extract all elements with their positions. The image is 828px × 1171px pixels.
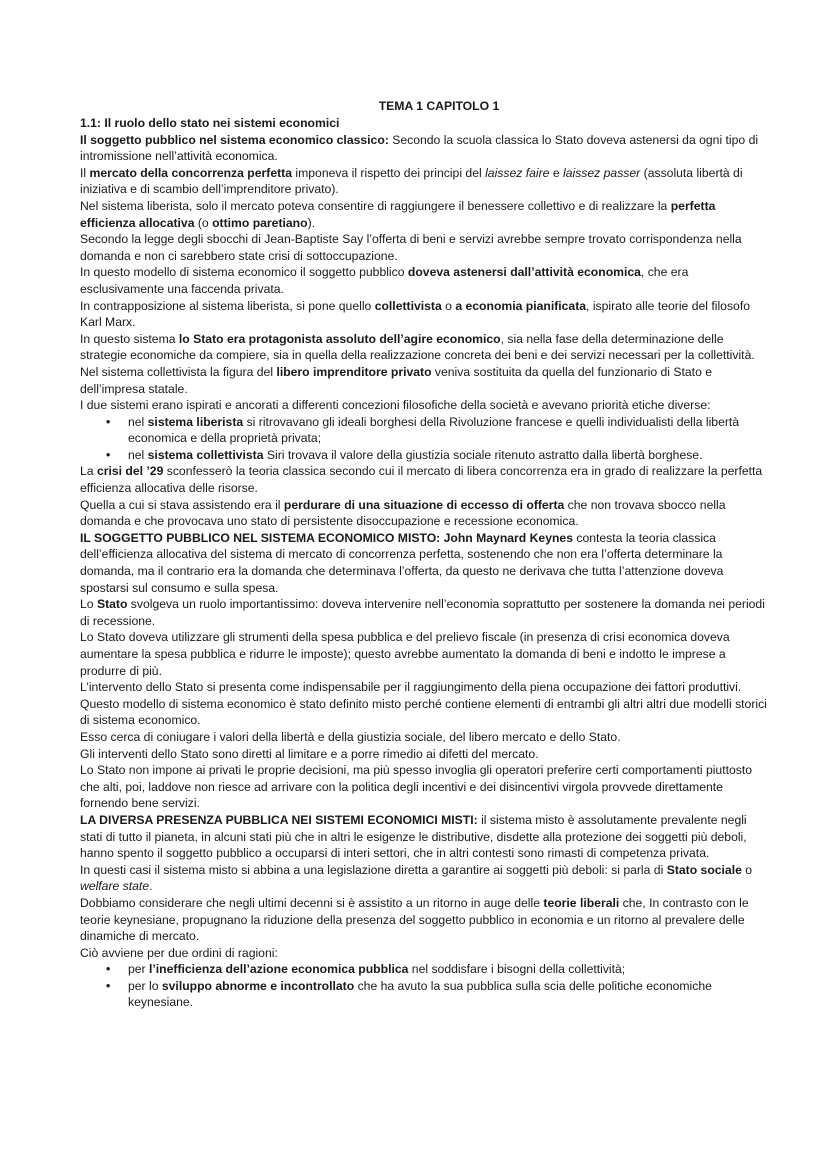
text-run: In questi casi il sistema misto si abbina a una legislazione diretta a garantire ai soggetti più deboli: si parla di [80, 862, 667, 877]
paragraph [80, 331, 768, 364]
bold-text: Stato sociale [666, 862, 742, 877]
text-run: Lo [80, 597, 97, 612]
paragraph [80, 397, 768, 414]
text-run: In questo modello di sistema economico il soggetto pubblico [80, 265, 408, 280]
bold-text: Stato [96, 597, 128, 612]
paragraph [80, 198, 768, 231]
paragraph [80, 746, 768, 763]
bullet-icon: • [106, 447, 111, 462]
bold-text: l’inefficienza dell’azione economica pubblica [149, 962, 409, 977]
text-run: svolgeva un ruolo importantissimo: doveva intervenire nell’economia soprattutto per sostenere la domanda nei periodi di recessione. [80, 597, 765, 628]
page-title: TEMA 1 CAPITOLO 1 [378, 99, 500, 113]
paragraph [80, 696, 768, 729]
paragraph [80, 629, 768, 679]
section-heading: 1.1: Il ruolo dello stato nei sistemi economici [80, 116, 340, 130]
bold-text: Il soggetto pubblico nel sistema economico classico: [80, 132, 389, 147]
list-item [106, 961, 768, 978]
bold-text: crisi del ’29 [96, 464, 164, 479]
text-run: Il [80, 165, 90, 180]
paragraph [80, 298, 768, 331]
bold-text: doveva astenersi dall’attività economica [407, 265, 641, 280]
text-run: che, In contrasto con le teorie keynesiane, propugnano la riduzione della presenza del soggetto pubblico in economia e un ritorno al prevalere delle dinamiche di mercato. [80, 895, 749, 944]
bold-text: a economia pianificata [455, 298, 587, 313]
text-run: ). [307, 215, 316, 230]
paragraph [80, 132, 768, 165]
text-run: Questo modello di sistema economico è stato definito misto perché contiene elementi di entrambi gli altri altri due modelli storici di sistema economico. [80, 696, 767, 728]
paragraph [80, 895, 768, 945]
bold-text: sistema liberista [147, 414, 244, 429]
text-run: In contrapposizione al sistema liberista, si pone quello [80, 298, 375, 313]
bold-text: sistema collettivista [147, 447, 264, 462]
text-run: Secondo la scuola classica lo Stato doveva astenersi da ogni tipo di intromissione nell’attività economica. [80, 132, 759, 164]
bold-text: collettivista [374, 298, 442, 313]
bullet-icon: • [106, 414, 111, 429]
text-run: . [149, 879, 153, 894]
document-body [80, 115, 768, 1011]
paragraph [80, 530, 768, 596]
text-run: La [80, 464, 97, 479]
text-run: per [128, 962, 150, 977]
bold-text: ottimo paretiano [212, 215, 308, 230]
paragraph [80, 762, 768, 812]
bullet-list [80, 414, 768, 464]
bold-text: libero imprenditore privato [276, 364, 432, 379]
paragraph [80, 463, 768, 496]
italic-text: welfare state [80, 879, 150, 894]
text-run: (assoluta libertà di iniziativa e di scambio dell’imprenditore privato). [80, 165, 743, 197]
bold-text: LA DIVERSA PRESENZA PUBBLICA NEI SISTEMI ECONOMICI MISTI: [80, 812, 478, 827]
text-run: In questo sistema [80, 331, 179, 346]
bold-text: teorie liberali [543, 895, 620, 910]
text-run: che non trovava sbocco nella domanda e che provocava uno stato di persistente disoccupazione e recessione economica. [80, 497, 726, 529]
list-item [106, 414, 768, 447]
paragraph [80, 497, 768, 530]
text-run: Ciò avviene per due ordini di ragioni: [80, 945, 278, 960]
text-run: veniva sostituita da quella del funzionario di Stato e dell’impresa statale. [80, 364, 713, 396]
text-run: , che era esclusivamente una faccenda privata. [80, 265, 689, 296]
text-run: Esso cerca di coniugare i valori della libertà e della giustizia sociale, del libero mercato e dello Stato. [80, 729, 621, 744]
text-run: Secondo la legge degli sbocchi di Jean-Baptiste Say l’offerta di beni e servizi avrebbe sempre trovato corrispondenza nella domanda e non ci sarebbero state crisi di sottoccupazione. [80, 232, 742, 263]
paragraph [80, 812, 768, 862]
list-item [106, 447, 768, 464]
paragraph [80, 679, 768, 696]
bullet-icon: • [106, 978, 111, 993]
bold-text: mercato della concorrenza perfetta [89, 165, 293, 180]
text-run: , sia nella fase della determinazione delle strategie economiche da compiere, sia in quella della realizzazione concreta dei beni e dei servizi necessari per la collettività. [80, 331, 755, 363]
text-run: I due sistemi erano ispirati e ancorati a differenti concezioni filosofiche della società e avevano priorità etiche diverse: [80, 398, 711, 413]
text-run: per lo [128, 978, 162, 993]
paragraph [80, 231, 768, 264]
paragraph [80, 364, 768, 397]
bullet-list [80, 961, 768, 1011]
text-run: Dobbiamo considerare che negli ultimi decenni si è assistito a un ritorno in auge delle [80, 895, 544, 910]
list-item [106, 978, 768, 1011]
text-run: , ispirato alle teorie del filosofo Karl Marx. [80, 298, 750, 330]
italic-text: laissez faire [485, 165, 550, 180]
text-run: o [741, 862, 753, 877]
paragraph [80, 596, 768, 629]
bold-text: lo Stato era protagonista assoluto dell’agire economico [178, 331, 501, 346]
italic-text: laissez passer [563, 165, 641, 180]
text-run: Gli interventi dello Stato sono diretti al limitare e a porre rimedio ai difetti del mercato. [80, 746, 539, 761]
bold-text: perfetta efficienza allocativa [80, 198, 716, 230]
text-run: imponeva il rispetto dei principi del [292, 165, 486, 180]
text-run: Lo Stato doveva utilizzare gli strumenti della spesa pubblica e del prelievo fiscale (in presenza di crisi economica doveva aumentare la spesa pubblica e ridurre le imposte); questo avrebbe aumentato la domanda di beni e indotto le imprese a produrre di più. [80, 630, 730, 678]
text-run: contesta la teoria classica dell’efficienza allocativa del sistema di mercato di concorrenza perfetta, sostenendo che non era l’offerta determinare la domanda, ma il contrario era la domanda che determinava l’offerta, da questo ne derivava che tutta l’attenzione doveva spostarsi sul consumo e sulla spesa. [80, 530, 724, 595]
paragraph [80, 862, 768, 895]
text-run: Nel sistema liberista, solo il mercato poteva consentire di raggiungere il benessere collettivo e di realizzare la [80, 198, 671, 213]
text-run: il sistema misto è assolutamente prevalente negli stati di tutto il pianeta, in alcuni stati più che in altri le esigenze le distributive, disdette alla protezione dei soggetti più deboli, hanno spento il soggetto pubblico a occuparsi di interi settori, che in altri contesti sono rimasti di competenza privata. [80, 812, 747, 861]
text-run: (o [194, 215, 213, 230]
text-run: nel [128, 414, 148, 429]
text-run: si ritrovavano gli ideali borghesi della Rivoluzione francese e quelli individualisti della libertà economica e della proprietà privata; [128, 414, 740, 446]
text-run: L’intervento dello Stato si presenta come indispensabile per il raggiungimento della piena occupazione dei fattori produttivi. [80, 680, 742, 695]
bold-text: perdurare di una situazione di eccesso di offerta [283, 497, 565, 512]
bold-text: IL SOGGETTO PUBBLICO NEL SISTEMA ECONOMICO MISTO: John Maynard Keynes [80, 530, 573, 545]
text-run: Nel sistema collettivista la figura del [80, 364, 277, 379]
text-run: Quella a cui si stava assistendo era il [80, 497, 284, 512]
paragraph [80, 945, 768, 962]
bullet-icon: • [106, 962, 111, 977]
paragraph [80, 264, 768, 297]
text-run: o [441, 298, 456, 313]
text-run: nel [128, 447, 148, 462]
paragraph [80, 729, 768, 746]
text-run: e [549, 165, 564, 180]
text-run: Siri trovava il valore della giustizia sociale ritenuto astratto dalla libertà borghese. [263, 447, 703, 462]
text-run: sconfesserò la teoria classica secondo cui il mercato di libera concorrenza era in grado di realizzare la perfetta efficienza allocativa delle risorse. [80, 464, 763, 496]
bold-text: sviluppo abnorme e incontrollato [161, 978, 355, 993]
text-run: nel soddisfare i bisogni della collettività; [408, 962, 626, 977]
text-run: che ha avuto la sua pubblica sulla scia delle politiche economiche keynesiane. [128, 978, 712, 1010]
text-run: Lo Stato non impone ai privati le proprie decisioni, ma più spesso invoglia gli operatori preferire certi comportamenti piuttosto che alti, poi, laddove non riesce ad arrivare con la politica degli incentivi e dei disincentivi virgola provvede direttamente fornendo bene servizi. [80, 763, 753, 811]
paragraph [80, 165, 768, 198]
